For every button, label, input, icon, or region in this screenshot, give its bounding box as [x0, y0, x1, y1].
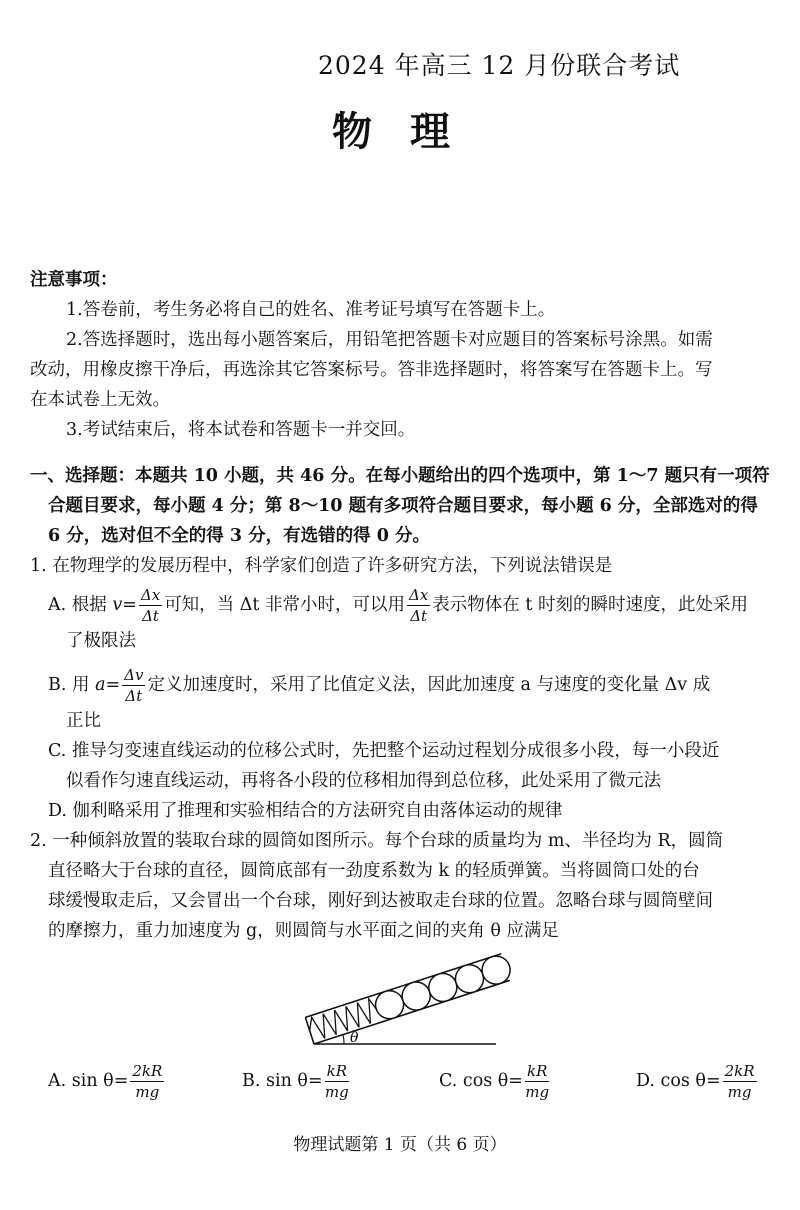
- q1-a-fraction: [139, 586, 162, 625]
- q1-a-frac-num: Δx: [140, 586, 161, 604]
- q2-option-c: [439, 1062, 551, 1101]
- q2-b-fraction: [325, 1062, 349, 1101]
- q2-stem-line-3: 球缓慢取走后，又会冒出一个台球，刚好到达被取走台球的位置。忽略台球与圆筒壁间: [48, 891, 713, 911]
- q2-c-den: mg: [525, 1083, 550, 1101]
- q1-option-b-line-2: 正比: [66, 711, 101, 731]
- q1-option-a-line-1: [48, 586, 748, 625]
- ball-2: [399, 978, 434, 1013]
- q1-b-var: a=: [95, 675, 121, 695]
- q2-c-prefix: C. cos θ=: [439, 1071, 523, 1091]
- q1-a-frac-den: Δt: [142, 607, 159, 625]
- notice-item-3: 3.考试结束后，将本试卷和答题卡一并交回。: [66, 420, 416, 440]
- q2-option-a: [48, 1062, 166, 1101]
- inclined-tube: [305, 952, 513, 1044]
- section-1-line-2: 合题目要求，每小题 4 分；第 8～10 题有多项符合题目要求，每小题 6 分，全部选对的得: [48, 496, 758, 516]
- q1-b-post: 定义加速度时，采用了比值定义法，因此加速度 a 与速度的变化量 Δv 成: [147, 675, 711, 695]
- q2-d-prefix: D. cos θ=: [636, 1071, 721, 1091]
- notice-heading: 注意事项：: [30, 270, 118, 290]
- q2-d-fraction: [723, 1062, 757, 1101]
- q2-stem-line-4: 的摩擦力，重力加速度为 g，则圆筒与水平面之间的夹角 θ 应满足: [48, 921, 559, 941]
- q2-stem-line-2: 直径略大于台球的直径，圆筒底部有一劲度系数为 k 的轻质弹簧。当将圆筒口处的台: [48, 861, 700, 881]
- q1-a-prefix: A. 根据: [48, 595, 113, 615]
- notice-item-2-line-3: 在本试卷上无效。: [30, 390, 170, 410]
- q2-c-num: kR: [526, 1062, 548, 1080]
- q2-c-fraction: [525, 1062, 549, 1101]
- ball-5: [478, 952, 513, 987]
- q1-b-prefix: B. 用: [48, 675, 96, 695]
- q1-option-c-line-1: C. 推导匀变速直线运动的位移公式时，先把整个运动过程划分成很多小段，每一小段近: [48, 741, 720, 761]
- q2-b-prefix: B. sin θ=: [242, 1071, 323, 1091]
- page-footer: 物理试题第 1 页（共 6 页）: [293, 1135, 507, 1155]
- q2-a-fraction: [130, 1062, 164, 1101]
- q2-a-prefix: A. sin θ=: [48, 1071, 129, 1091]
- notice-item-2-line-1: 2.答选择题时，选出每小题答案后，用铅笔把答题卡对应题目的答案标号涂黑。如需: [66, 330, 713, 350]
- q1-a-post: 表示物体在 t 时刻的瞬时速度，此处采用: [432, 595, 748, 615]
- q1-stem: 1. 在物理学的发展历程中，科学家们创造了许多研究方法，下列说法错误是: [30, 556, 613, 576]
- section-1-line-3: 6 分，选对但不全的得 3 分，有选错的得 0 分。: [48, 526, 430, 546]
- section-1-line-1: 一、选择题：本题共 10 小题，共 46 分。在每小题给出的四个选项中，第 1～7 题只有一项符: [30, 466, 770, 486]
- q1-b-frac-num: Δv: [124, 666, 144, 684]
- q1-option-c-line-2: 似看作匀速直线运动，再将各小段的位移相加得到总位移，此处采用了微元法: [66, 771, 661, 791]
- ball-3: [425, 970, 460, 1005]
- ball-1: [372, 987, 407, 1022]
- q1-b-fraction: [122, 666, 145, 705]
- notice-item-1: 1.答卷前，考生务必将自己的姓名、准考证号填写在答题卡上。: [66, 300, 556, 320]
- q2-d-den: mg: [727, 1083, 752, 1101]
- ball-4: [452, 961, 487, 996]
- q2-a-num: 2kR: [132, 1062, 163, 1080]
- q2-option-b: [242, 1062, 351, 1101]
- q2-stem-line-1: 2. 一种倾斜放置的装取台球的圆筒如图所示。每个台球的质量均为 m、半径均为 R，圆筒: [30, 831, 724, 851]
- q2-tube-figure: [300, 938, 530, 1053]
- q1-a-frac2-num: Δx: [408, 586, 429, 604]
- angle-label: θ: [350, 1030, 359, 1046]
- q1-option-d: D. 伽利略采用了推理和实验相结合的方法研究自由落体运动的规律: [48, 801, 563, 821]
- q2-a-den: mg: [135, 1083, 160, 1101]
- notice-item-2-line-2: 改动，用橡皮擦干净后，再选涂其它答案标号。答非选择题时，将答案写在答题卡上。写: [30, 360, 713, 380]
- q2-option-d: [636, 1062, 759, 1101]
- exam-title: 2024 年高三 12 月份联合考试: [318, 51, 681, 80]
- q1-a-var: v=: [112, 595, 137, 615]
- q1-a-frac2-den: Δt: [410, 607, 428, 625]
- q1-a-middle: 可知，当 Δt 非常小时，可以用: [164, 595, 405, 615]
- q1-option-b-line-1: [48, 666, 710, 705]
- q2-b-den: mg: [324, 1083, 349, 1101]
- angle-arc: [343, 1035, 344, 1044]
- q1-option-a-line-2: 了极限法: [66, 631, 136, 651]
- q2-b-num: kR: [326, 1062, 347, 1080]
- subject-title: 物理: [332, 108, 488, 155]
- q1-a-fraction-2: [407, 586, 430, 625]
- q1-b-frac-den: Δt: [125, 687, 143, 705]
- q2-d-num: 2kR: [724, 1062, 755, 1080]
